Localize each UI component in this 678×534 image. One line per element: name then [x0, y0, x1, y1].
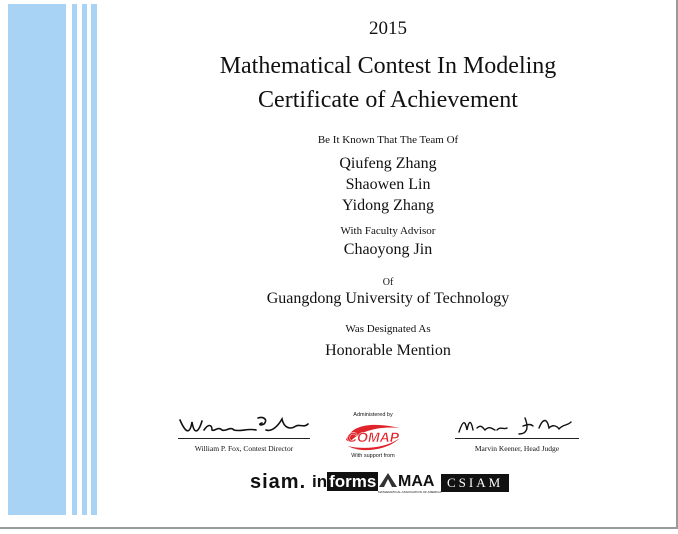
maa-triangle-icon: [378, 472, 398, 488]
institution-name: Guangdong University of Technology: [266, 290, 510, 307]
handwritten-signature-icon: [178, 414, 310, 436]
maa-logo-text: MAA: [398, 473, 435, 490]
comap-logo-icon: [342, 420, 404, 452]
intro-text: Be It Known That The Team Of: [317, 134, 459, 146]
decorative-stripe-thin: [72, 4, 77, 515]
csiam-logo: CSIAM: [441, 474, 509, 492]
signature-caption: Marvin Keener, Head Judge: [474, 444, 560, 453]
decorative-stripe-wide: [8, 4, 66, 515]
advisor-name: Chaoyong Jin: [343, 241, 433, 258]
team-member: Yidong Zhang: [342, 197, 434, 214]
advisor-label: With Faculty Advisor: [340, 225, 436, 237]
comap-administered-text: Administered by: [353, 412, 393, 418]
comap-logo-text: COMAP: [346, 429, 400, 445]
comap-support-text: With support from: [351, 453, 395, 459]
decorative-stripe-thin: [91, 4, 97, 515]
certificate-year: 2015: [369, 18, 407, 39]
signature-line: [455, 438, 579, 439]
informs-logo-box: forms: [329, 472, 377, 491]
team-member: Shaowen Lin: [345, 176, 431, 193]
decorative-stripe-thin: [82, 4, 87, 515]
signature-line: [178, 438, 310, 439]
award-name: Honorable Mention: [325, 342, 451, 359]
designation-label: Was Designated As: [345, 323, 431, 335]
team-member: Qiufeng Zhang: [339, 155, 437, 172]
of-label: Of: [382, 277, 394, 288]
handwritten-signature-icon: [455, 414, 579, 436]
informs-logo-prefix: in: [312, 472, 328, 491]
certificate-title: Certificate of Achievement: [258, 87, 518, 113]
contest-title: Mathematical Contest In Modeling: [219, 53, 557, 79]
informs-logo: [312, 472, 378, 496]
maa-subtitle: MATHEMATICAL ASSOCIATION OF AMERICA: [378, 490, 442, 494]
signature-caption: William P. Fox, Contest Director: [194, 444, 294, 453]
siam-logo: siam.: [250, 471, 307, 493]
comap-logo: [338, 412, 408, 462]
